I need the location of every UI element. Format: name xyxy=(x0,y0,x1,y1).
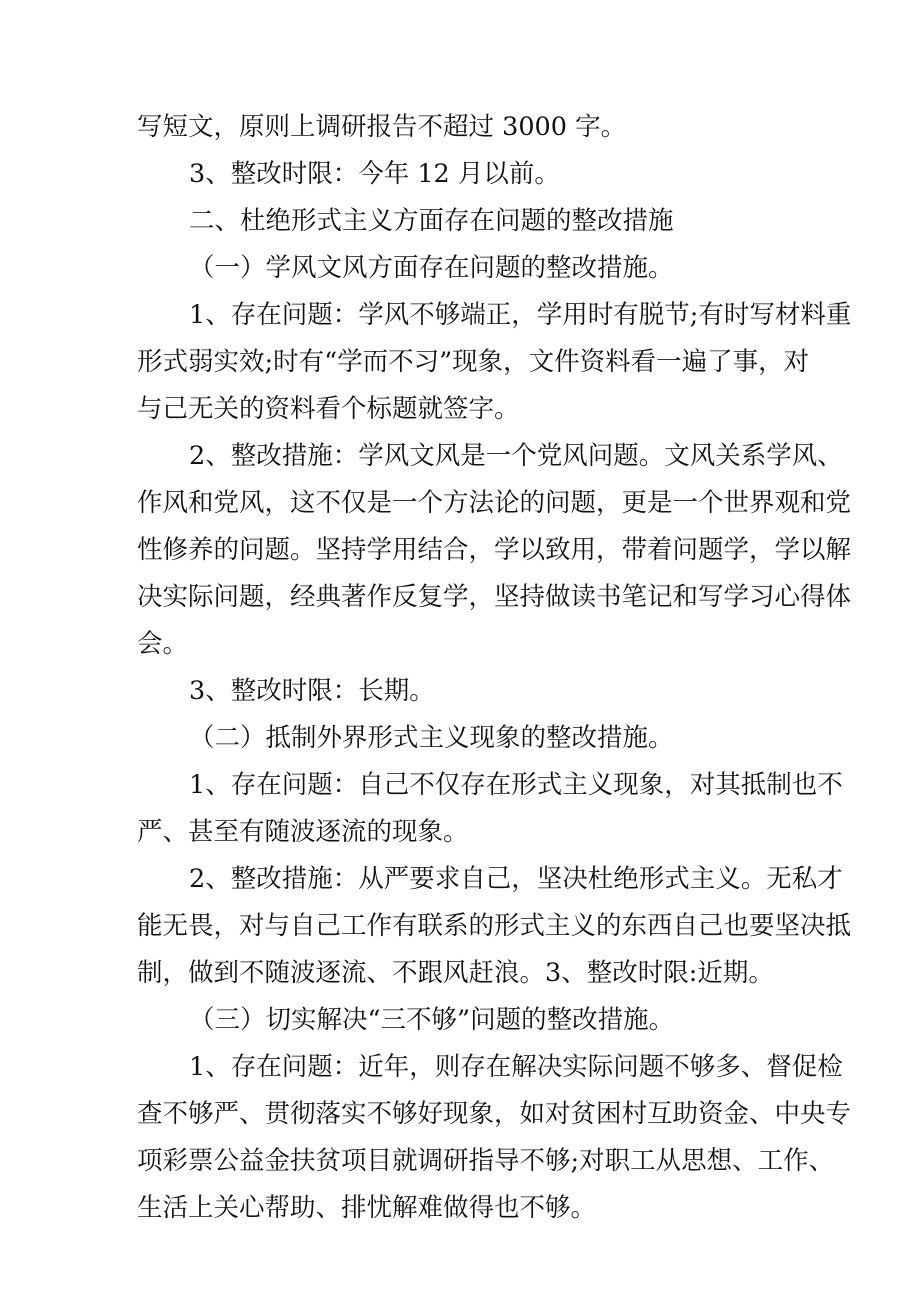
text-line: 制，做到不随波逐流、不跟风赶浪。3、整改时限:近期。 xyxy=(137,958,774,988)
text-line: 作风和党风，这不仅是一个方法论的问题，更是一个世界观和党 xyxy=(137,488,852,518)
paragraph-time-limit-1 xyxy=(137,151,789,198)
text-line: 1、存在问题：学风不够端正，学用时有脱节;有时写材料重 xyxy=(189,300,852,330)
text-line: 3、整改时限：今年 12 月以前。 xyxy=(189,159,560,189)
text-line: 决实际问题，经典著作反复学，坚持做读书笔记和写学习心得体 xyxy=(137,582,852,612)
text-line: 写短文，原则上调研报告不超过 3000 字。 xyxy=(137,112,627,142)
paragraph-continuation xyxy=(137,104,789,151)
text-line: 二、杜绝形式主义方面存在问题的整改措施 xyxy=(189,206,674,236)
text-line: 与己无关的资料看个标题就签字。 xyxy=(137,394,520,424)
text-line: （二）抵制外界形式主义现象的整改措施。 xyxy=(189,723,674,753)
paragraph-problem-1 xyxy=(137,292,852,433)
text-line: 性修养的问题。坚持学用结合，学以致用，带着问题学，学以解 xyxy=(137,535,852,565)
text-line: 1、存在问题：近年，则存在解决实际问题不够多、督促检 xyxy=(189,1052,843,1082)
text-line: 查不够严、贯彻落实不够好现象，如对贫困村互助资金、中央专 xyxy=(137,1099,852,1129)
subsection-heading-2 xyxy=(137,715,789,762)
text-line: 2、整改措施：学风文风是一个党风问题。文风关系学风、 xyxy=(189,441,843,471)
subsection-heading-3 xyxy=(137,997,789,1044)
paragraph-problem-3 xyxy=(137,1044,852,1232)
text-line: 3、整改时限：长期。 xyxy=(189,676,435,706)
text-line: 会。 xyxy=(137,629,189,659)
paragraph-problem-2 xyxy=(137,762,843,856)
section-heading-2 xyxy=(137,198,789,245)
paragraph-measure-2 xyxy=(137,856,852,997)
text-line: 项彩票公益金扶贫项目就调研指导不够;对职工从思想、工作、 xyxy=(137,1146,835,1176)
paragraph-time-limit-2 xyxy=(137,668,789,715)
text-line: 形式弱实效;时有“学而不习”现象，文件资料看一遍了事，对 xyxy=(137,347,810,377)
text-line: （三）切实解决“三不够”问题的整改措施。 xyxy=(189,1005,675,1035)
subsection-heading-1 xyxy=(137,245,789,292)
text-line: 2、整改措施：从严要求自己，坚决杜绝形式主义。无私才 xyxy=(189,864,843,894)
document-body xyxy=(137,104,852,1232)
paragraph-measure-1 xyxy=(137,433,852,668)
text-line: （一）学风文风方面存在问题的整改措施。 xyxy=(189,253,674,283)
text-line: 能无畏，对与自己工作有联系的形式主义的东西自己也要坚决抵 xyxy=(137,911,852,941)
text-line: 严、甚至有随波逐流的现象。 xyxy=(137,817,469,847)
text-line: 1、存在问题：自己不仅存在形式主义现象，对其抵制也不 xyxy=(189,770,843,800)
text-line: 生活上关心帮助、排忧解难做得也不够。 xyxy=(137,1193,597,1223)
